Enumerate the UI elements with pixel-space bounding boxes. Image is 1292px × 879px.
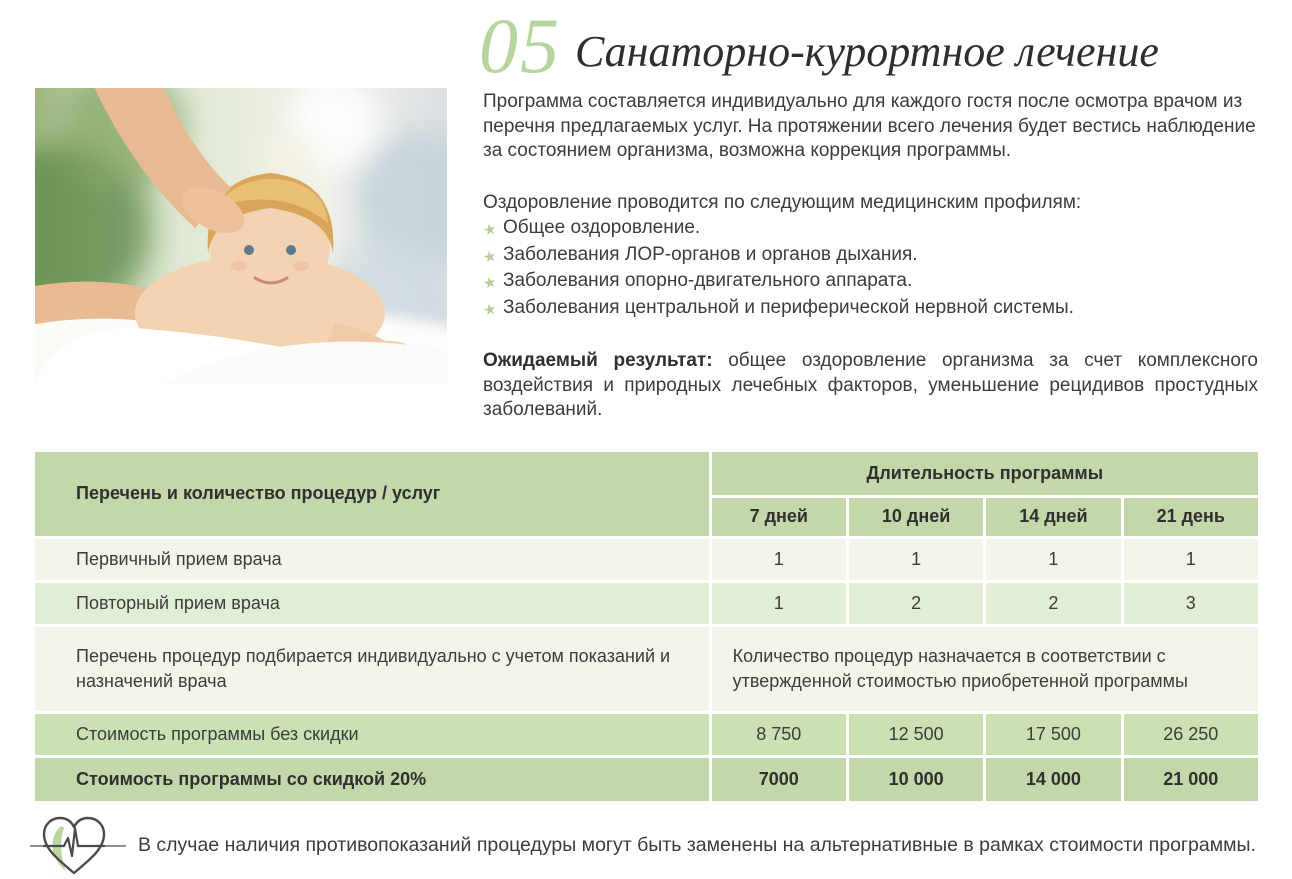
page-header <box>479 0 1258 90</box>
page-title: Санаторно-курортное лечение <box>575 27 1159 76</box>
cell-value: 1 <box>712 583 846 624</box>
table-row <box>35 539 1258 580</box>
cell-span-text: Количество процедур назначается в соответствии с утвержденной стоимостью приобретенной программы <box>712 627 1258 711</box>
column-header-7-days: 7 дней <box>712 498 846 536</box>
cell-value: 8 750 <box>712 714 846 755</box>
cell-value: 14 000 <box>986 758 1120 801</box>
profiles-heading: Оздоровление проводится по следующим медицинским профилям: <box>483 191 1082 213</box>
row-label: Повторный прием врача <box>35 583 709 624</box>
column-header-21-days: 21 день <box>1124 498 1258 536</box>
column-header-14-days: 14 дней <box>986 498 1120 536</box>
list-item <box>483 269 1258 296</box>
profile-label: Заболевания центральной и периферической нервной системы. <box>503 296 1074 318</box>
row-label: Стоимость программы со скидкой 20% <box>35 758 709 801</box>
row-label: Перечень процедур подбирается индивидуально с учетом показаний и назначений врача <box>35 627 709 711</box>
list-item <box>483 216 1258 243</box>
table-header-services: Перечень и количество процедур / услуг <box>35 452 709 536</box>
cell-value: 1 <box>849 539 983 580</box>
pricing-table <box>32 449 1261 804</box>
expected-result-text: общее оздоровление организма за счет комплексного воздействия и природных лечебных факторов, уменьшение рецидивов простудных заболеваний. <box>483 350 1258 420</box>
intro-text <box>447 88 1258 423</box>
cell-value: 12 500 <box>849 714 983 755</box>
column-header-10-days: 10 дней <box>849 498 983 536</box>
heart-ecg-icon <box>30 813 130 879</box>
table-header-duration: Длительность программы <box>712 452 1258 495</box>
star-bullet-icon: ★ <box>481 220 499 240</box>
profile-label: Общее оздоровление. <box>503 217 701 238</box>
cell-value: 3 <box>1124 583 1258 624</box>
row-label: Первичный прием врача <box>35 539 709 580</box>
star-bullet-icon: ★ <box>481 299 499 320</box>
list-item <box>483 243 1258 270</box>
cell-value: 1 <box>1124 539 1258 580</box>
table-row <box>35 583 1258 624</box>
profile-label: Заболевания ЛОР-органов и органов дыхания. <box>503 243 918 265</box>
row-label: Стоимость программы без скидки <box>35 714 709 755</box>
table-row <box>35 714 1258 755</box>
cell-value: 10 000 <box>849 758 983 801</box>
cell-value: 2 <box>986 583 1120 624</box>
cell-value: 21 000 <box>1124 758 1258 801</box>
profile-label: Заболевания опорно-двигательного аппарата. <box>503 270 913 291</box>
list-item <box>483 296 1258 323</box>
program-number: 05 <box>479 2 561 90</box>
contraindications-note <box>30 813 1258 879</box>
cell-value: 17 500 <box>986 714 1120 755</box>
expected-result-label: Ожидаемый результат: <box>483 350 713 371</box>
cell-value: 26 250 <box>1124 714 1258 755</box>
intro-paragraph: Программа составляется индивидуально для каждого гостя после осмотра врачом из перечня предлагаемых услуг. На протяжении всего лечения будет вестись наблюдение за состоянием организма, возможна коррекция программы. <box>483 91 1256 161</box>
table-row <box>35 758 1258 801</box>
star-bullet-icon: ★ <box>481 273 499 293</box>
table-row <box>35 627 1258 711</box>
photo-illustration <box>35 88 447 383</box>
star-bullet-icon: ★ <box>481 246 499 267</box>
cell-value: 1 <box>986 539 1120 580</box>
expected-result-paragraph <box>483 349 1258 423</box>
cell-value: 2 <box>849 583 983 624</box>
child-massage-photo <box>35 88 447 383</box>
note-text: В случае наличия противопоказаний процедуры могут быть заменены на альтернативные в рамках стоимости программы. <box>138 834 1256 856</box>
cell-value: 7000 <box>712 758 846 801</box>
profiles-list <box>483 216 1258 322</box>
cell-value: 1 <box>712 539 846 580</box>
